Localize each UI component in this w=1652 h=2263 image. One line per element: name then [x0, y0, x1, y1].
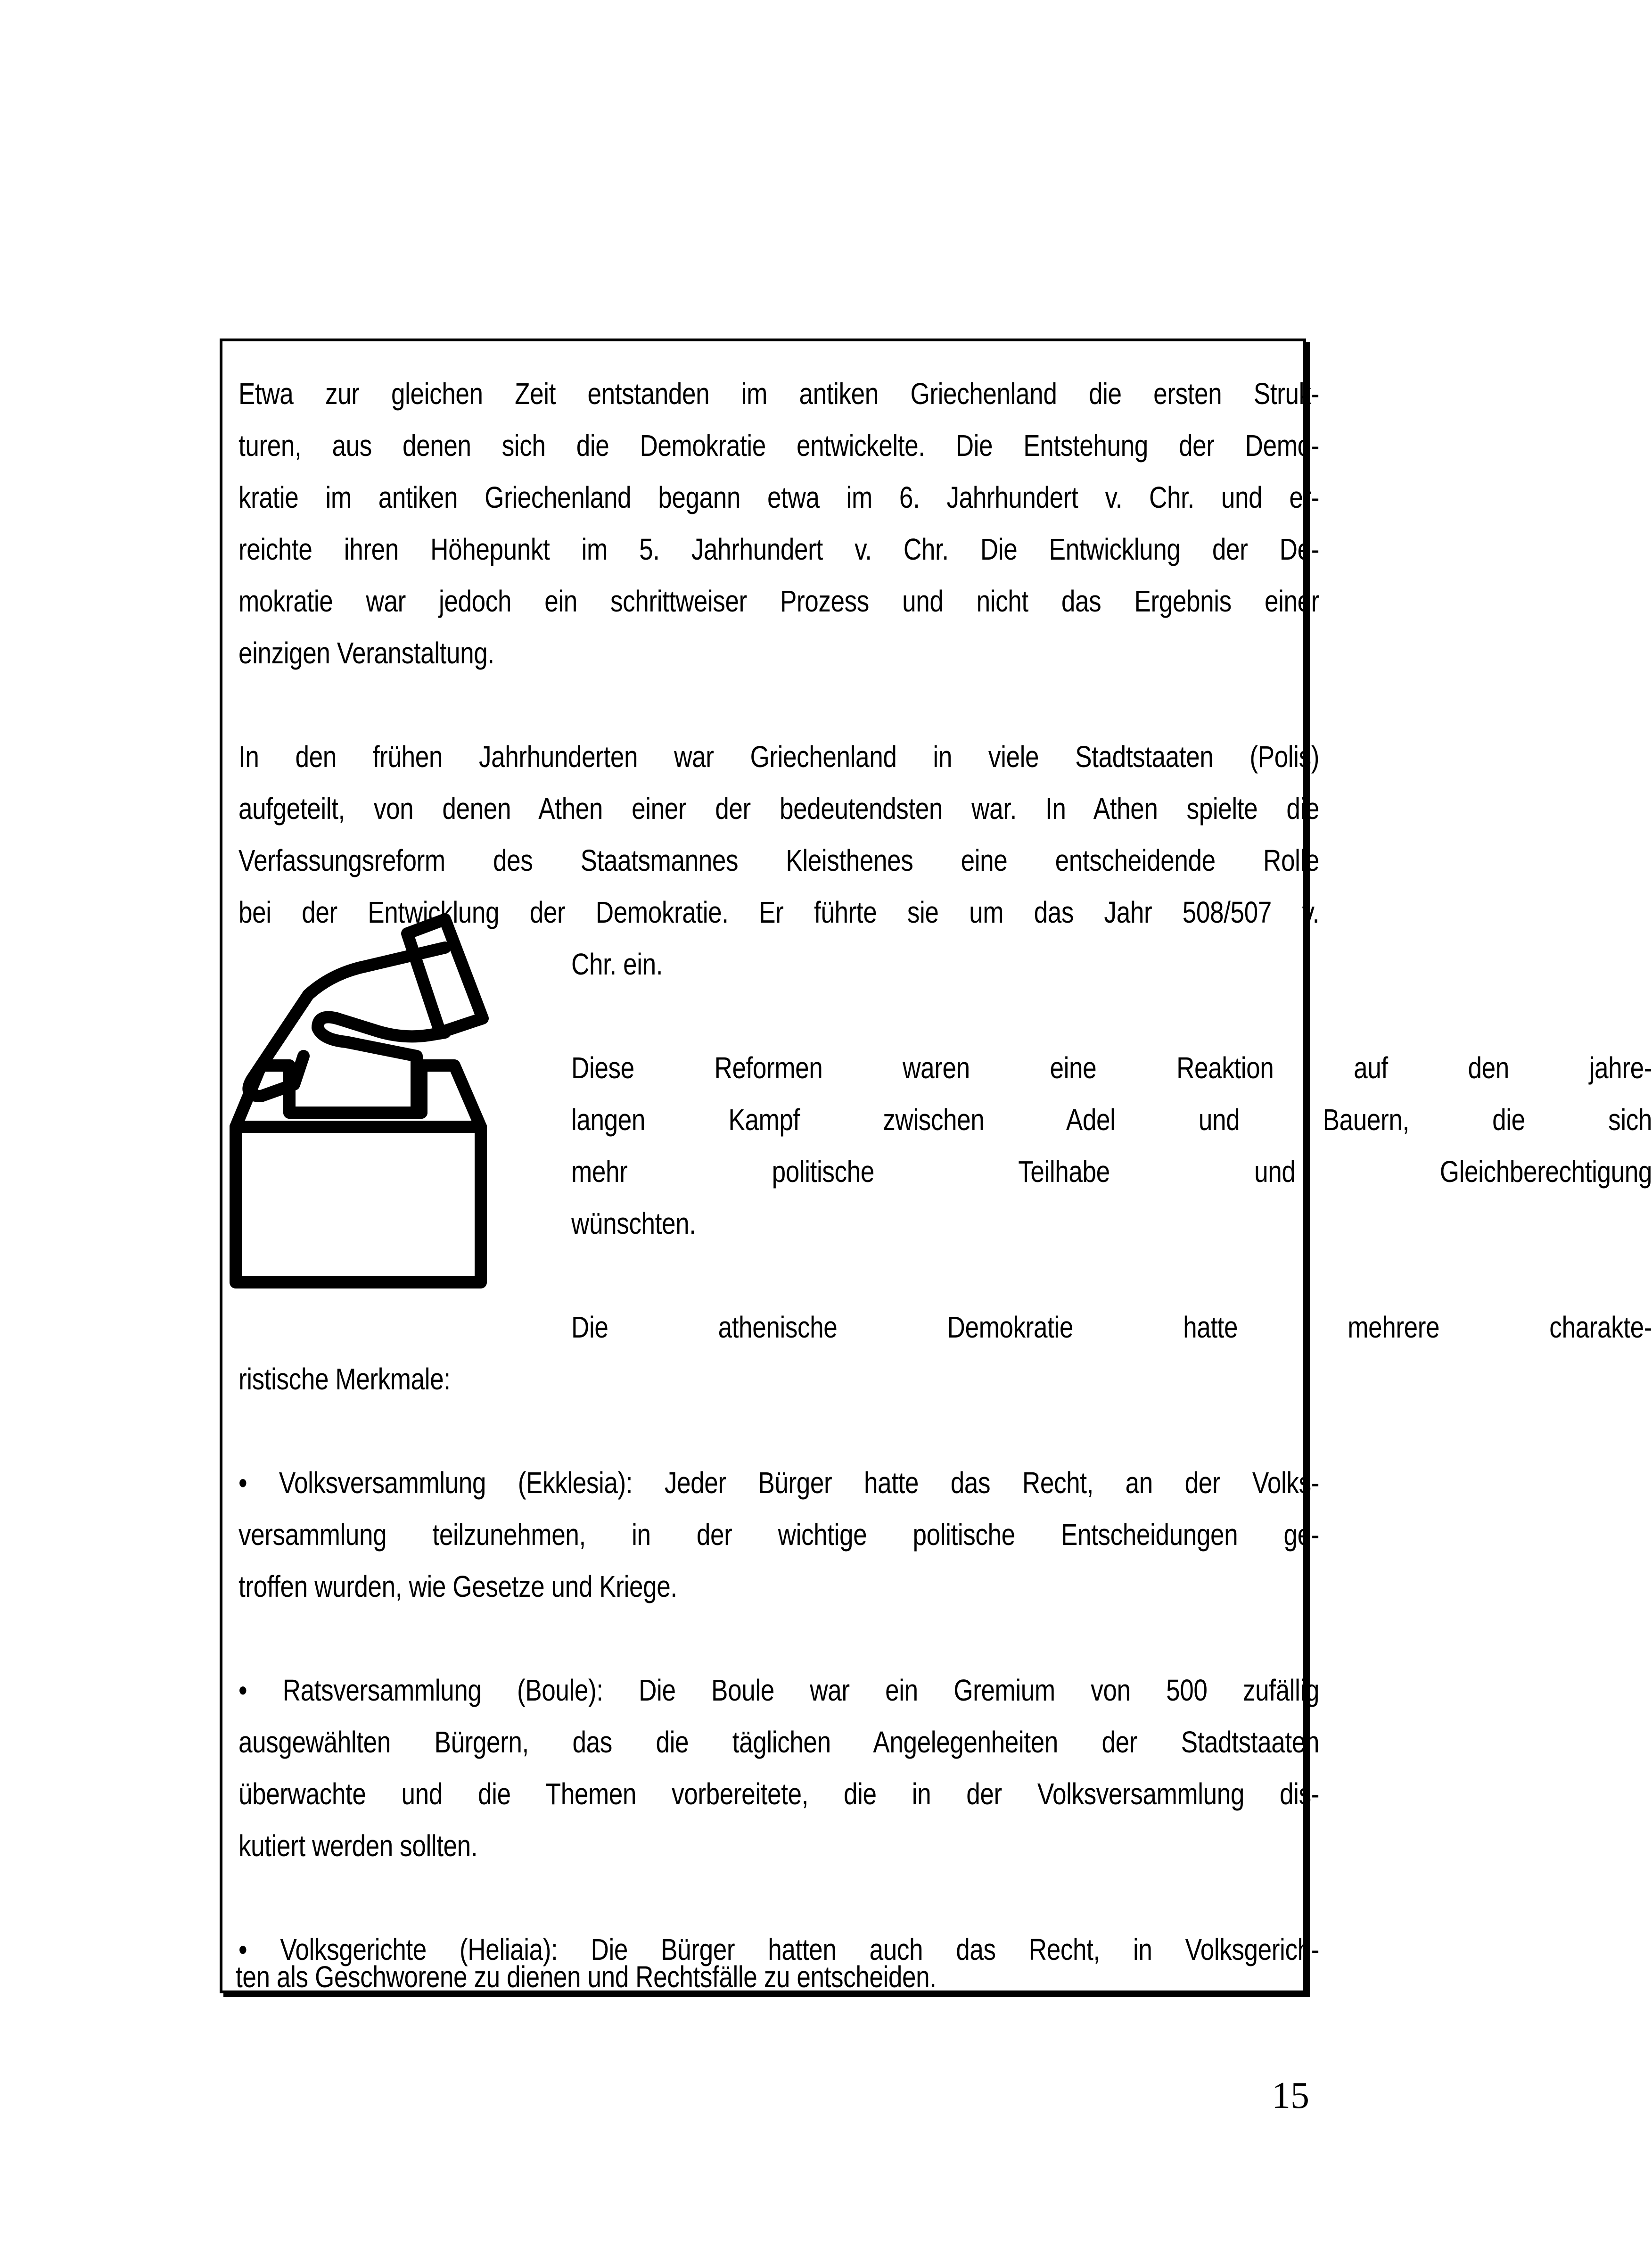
- text-line: mokratie war jedoch ein schrittweiser Prozess und nicht das Ergebnis einer: [238, 584, 1319, 618]
- text-line: kutiert werden sollten.: [238, 1829, 478, 1863]
- text-line: wünschten.: [571, 1206, 696, 1240]
- text-line: reichte ihren Höhepunkt im 5. Jahrhundert v. Chr. Die Entwicklung der De-: [238, 532, 1319, 566]
- text-line: bei der Entwicklung der Demokratie. Er führte sie um das Jahr 508/507 v.: [238, 895, 1319, 929]
- text-line: Verfassungsreform des Staatsmannes Kleisthenes eine entscheidende Rolle: [238, 843, 1319, 877]
- text-line: Die athenische Demokratie hatte mehrere charakte-: [571, 1310, 1652, 1344]
- text-line: • Volksgerichte (Heliaia): Die Bürger hatten auch das Recht, in Volksgerich-: [238, 1933, 1319, 1966]
- text-line: mehr politische Teilhabe und Gleichberechtigung: [571, 1155, 1652, 1189]
- text-line: ristische Merkmale:: [238, 1362, 451, 1396]
- text-line: langen Kampf zwischen Adel und Bauern, die sich: [571, 1103, 1652, 1137]
- page-number: 15: [1272, 2075, 1309, 2116]
- text-line: ten als Geschworene zu dienen und Rechtsfälle zu entscheiden.: [236, 1960, 937, 1994]
- ballot-box-voting-icon: [223, 915, 501, 1287]
- text-line: Diese Reformen waren eine Reaktion auf den jahre-: [571, 1051, 1652, 1085]
- text-line: In den frühen Jahrhunderten war Griechenland in viele Stadtstaaten (Polis): [238, 740, 1319, 774]
- text-line: überwachte und die Themen vorbereitete, die in der Volksversammlung dis-: [238, 1777, 1319, 1811]
- text-line: kratie im antiken Griechenland begann etwa im 6. Jahrhundert v. Chr. und er-: [238, 480, 1319, 514]
- text-line: • Ratsversammlung (Boule): Die Boule war ein Gremium von 500 zufällig: [238, 1673, 1319, 1707]
- text-line: ausgewählten Bürgern, das die täglichen Angelegenheiten der Stadtstaaten: [238, 1725, 1319, 1759]
- text-line: • Volksversammlung (Ekklesia): Jeder Bürger hatte das Recht, an der Volks-: [238, 1466, 1319, 1500]
- text-line: Chr. ein.: [571, 947, 663, 981]
- text-line: aufgeteilt, von denen Athen einer der bedeutendsten war. In Athen spielte die: [238, 792, 1319, 826]
- text-line: turen, aus denen sich die Demokratie entwickelte. Die Entstehung der Demo-: [238, 429, 1319, 463]
- text-line: versammlung teilzunehmen, in der wichtige politische Entscheidungen ge-: [238, 1518, 1319, 1552]
- text-line: einzigen Veranstaltung.: [238, 636, 494, 670]
- text-line: troffen wurden, wie Gesetze und Kriege.: [238, 1569, 677, 1603]
- text-line: Etwa zur gleichen Zeit entstanden im antiken Griechenland die ersten Struk-: [238, 377, 1319, 411]
